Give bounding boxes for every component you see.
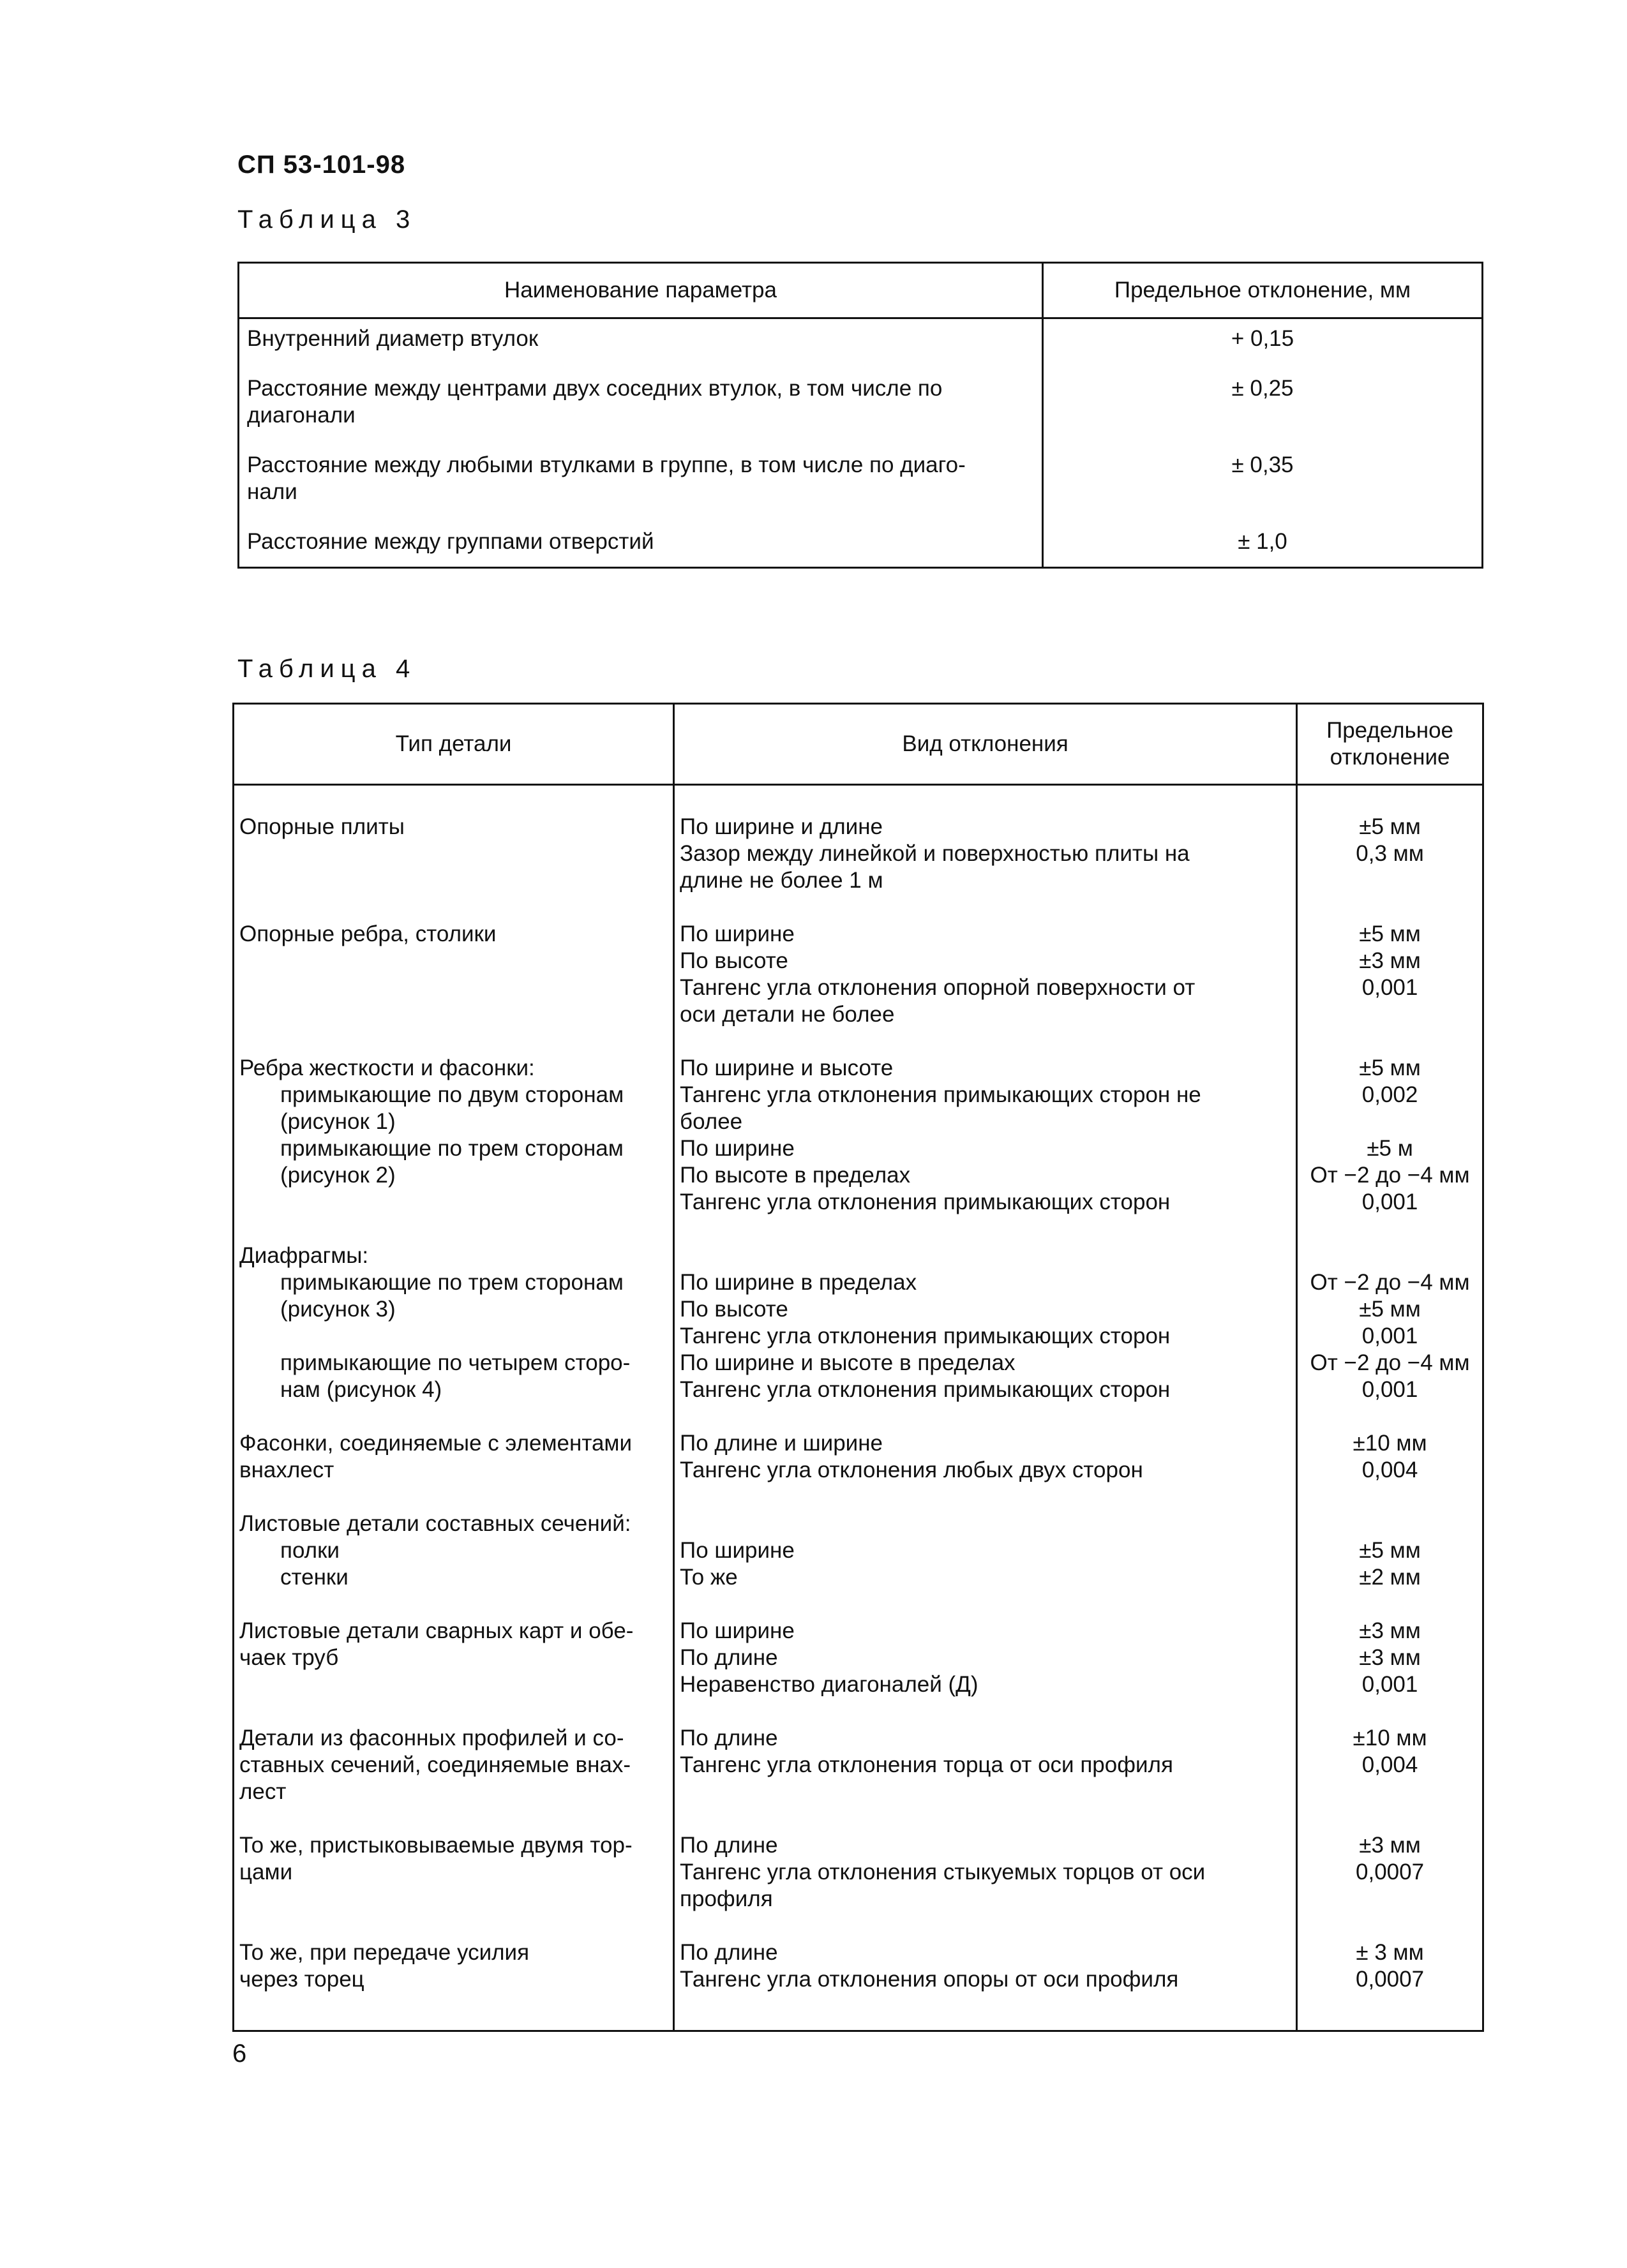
- part-type-line: Опорные плиты: [239, 814, 405, 839]
- part-type-line: примыкающие по двум сторонам: [280, 1082, 624, 1107]
- part-type-line: Ребра жесткости и фасонки:: [239, 1056, 535, 1080]
- part-type-cell: [234, 1242, 674, 1430]
- table-row: [234, 1939, 1483, 2031]
- part-type-line: примыкающие по четырем сторо-: [280, 1350, 631, 1375]
- param-line: Внутренний диаметр втулок: [247, 326, 539, 351]
- limit-value: От −2 до −4 мм: [1310, 1270, 1470, 1295]
- part-type-line: Листовые детали составных сечений:: [239, 1511, 631, 1536]
- limit-value: От −2 до −4 мм: [1310, 1163, 1470, 1188]
- table-row: [239, 318, 1483, 369]
- table-row: [234, 921, 1483, 1055]
- table4-header-limit-text: Предельное отклонение: [1326, 718, 1454, 770]
- deviation-kind-line: Тангенс угла отклонения любых двух сторон: [680, 1458, 1143, 1482]
- limit-cell: [1297, 921, 1483, 1055]
- part-type-cell: [234, 1832, 674, 1939]
- table4-header-row: [234, 704, 1483, 785]
- deviation-kind-line: длине не более 1 м: [680, 868, 883, 893]
- part-type-line: (рисунок 3): [280, 1297, 396, 1322]
- deviation-kind-cell: [674, 1242, 1297, 1430]
- deviation-kind-line: По ширине: [680, 1618, 795, 1643]
- limit-value: ±10 мм: [1353, 1726, 1427, 1750]
- part-type-line: Фасонки, соединяемые с элементами: [239, 1431, 633, 1456]
- table-row: [234, 785, 1483, 921]
- deviation-kind-line: По длине: [680, 1833, 778, 1858]
- deviation-kind-line: Тангенс угла отклонения примыкающих сторон не: [680, 1082, 1201, 1107]
- part-type-cell: [234, 1430, 674, 1511]
- limit-value: 0,002: [1361, 1082, 1418, 1107]
- part-type-line: полки: [280, 1538, 340, 1563]
- deviation-kind-line: Тангенс угла отклонения торца от оси профиля: [680, 1752, 1173, 1777]
- part-type-cell: [234, 1725, 674, 1832]
- deviation-kind-cell: [674, 1618, 1297, 1725]
- deviation-kind-line: [680, 1511, 1293, 1537]
- table3-header-row: [239, 263, 1483, 318]
- table4-header-deviation-kind: Вид отклонения: [674, 704, 1297, 785]
- deviation-kind-line: более: [680, 1109, 743, 1134]
- table4-header-limit: [1297, 704, 1483, 785]
- part-type-cell: [234, 921, 674, 1055]
- limit-value: ±5 мм: [1359, 814, 1421, 839]
- param-line: Расстояние между центрами двух соседних втулок, в том числе по: [247, 376, 943, 401]
- deviation-kind-line: оси детали не более: [680, 1002, 895, 1027]
- deviation-kind-cell: [674, 1939, 1297, 2031]
- limit-value: 0,001: [1361, 1672, 1418, 1697]
- deviation-kind-line: По длине: [680, 1645, 778, 1670]
- part-type-line: примыкающие по трем сторонам: [280, 1136, 624, 1161]
- limit-value: 0,0007: [1356, 1860, 1425, 1884]
- limit-value: ±2 мм: [1359, 1565, 1421, 1590]
- document-code: СП 53-101-98: [237, 151, 406, 179]
- table-row: [234, 1055, 1483, 1242]
- table3-caption: Таблица 3: [237, 205, 417, 234]
- deviation-kind-line: По ширине и длине: [680, 814, 883, 839]
- deviation-kind-cell: [674, 1725, 1297, 1832]
- table-row: [239, 522, 1483, 568]
- table-row: [239, 369, 1483, 445]
- value-cell: ± 1,0: [1042, 522, 1482, 568]
- part-type-line: стенки: [280, 1565, 349, 1590]
- table4-header-part-type: Тип детали: [234, 704, 674, 785]
- limit-cell: [1297, 1430, 1483, 1511]
- limit-cell: [1297, 1939, 1483, 2031]
- param-line: Расстояние между группами отверстий: [247, 529, 654, 554]
- deviation-kind-line: профиля: [680, 1886, 773, 1911]
- part-type-line: нам (рисунок 4): [280, 1377, 442, 1402]
- param-cell: [239, 318, 1043, 369]
- part-type-cell: [234, 785, 674, 921]
- deviation-kind-line: Тангенс угла отклонения стыкуемых торцов от оси: [680, 1860, 1206, 1884]
- param-line: Расстояние между любыми втулками в группе, в том числе по диаго-: [247, 452, 966, 477]
- part-type-line: Детали из фасонных профилей и со-: [239, 1726, 624, 1750]
- deviation-kind-line: Тангенс угла отклонения примыкающих сторон: [680, 1190, 1171, 1214]
- limit-value: ±3 мм: [1359, 948, 1421, 973]
- deviation-kind-cell: [674, 1055, 1297, 1242]
- limit-cell: [1297, 1832, 1483, 1939]
- part-type-line: (рисунок 2): [280, 1163, 396, 1188]
- deviation-kind-line: Тангенс угла отклонения опорной поверхности от: [680, 975, 1196, 1000]
- limit-cell: [1297, 1511, 1483, 1618]
- deviation-kind-line: По высоте в пределах: [680, 1163, 911, 1188]
- limit-value: [1298, 1886, 1482, 1913]
- part-type-line: примыкающие по трем сторонам: [280, 1270, 624, 1295]
- deviation-kind-cell: [674, 1430, 1297, 1511]
- limit-value: 0,3 мм: [1356, 841, 1424, 866]
- deviation-kind-line: По ширине: [680, 1136, 795, 1161]
- value-cell: + 0,15: [1042, 318, 1482, 369]
- limit-value: [1298, 1779, 1482, 1805]
- part-type-line: лест: [239, 1779, 287, 1804]
- limit-value: [1298, 867, 1482, 894]
- part-type-line: чаек труб: [239, 1645, 339, 1670]
- deviation-kind-cell: [674, 785, 1297, 921]
- param-cell: [239, 369, 1043, 445]
- table-row: [234, 1430, 1483, 1511]
- limit-value: 0,004: [1361, 1752, 1418, 1777]
- param-line: нали: [247, 479, 297, 504]
- table-row: [234, 1725, 1483, 1832]
- deviation-kind-line: [680, 1779, 1293, 1805]
- limit-value: ±5 мм: [1359, 921, 1421, 946]
- part-type-line: То же, пристыковываемые двумя тор-: [239, 1833, 633, 1858]
- deviation-kind-line: По ширине и высоте: [680, 1056, 894, 1080]
- deviation-kind-line: По ширине: [680, 1538, 795, 1563]
- limit-value: 0,001: [1361, 1377, 1418, 1402]
- deviation-kind-line: Тангенс угла отклонения примыкающих сторон: [680, 1324, 1171, 1348]
- table3-header-param: Наименование параметра: [239, 263, 1043, 318]
- limit-value: ±3 мм: [1359, 1618, 1421, 1643]
- part-type-line: (рисунок 1): [280, 1109, 396, 1134]
- value-cell: ± 0,25: [1042, 369, 1482, 445]
- limit-value: ±5 мм: [1359, 1538, 1421, 1563]
- part-type-line: через торец: [239, 1967, 364, 1992]
- part-type-cell: [234, 1511, 674, 1618]
- deviation-kind-line: Тангенс угла отклонения опоры от оси профиля: [680, 1967, 1179, 1992]
- deviation-kind-line: По ширине и высоте в пределах: [680, 1350, 1016, 1375]
- deviation-kind-line: По ширине: [680, 921, 795, 946]
- deviation-kind-cell: [674, 1832, 1297, 1939]
- limit-cell: [1297, 1242, 1483, 1430]
- limit-value: [1298, 1001, 1482, 1028]
- deviation-kind-line: По ширине в пределах: [680, 1270, 917, 1295]
- part-type-line: [239, 1323, 670, 1350]
- limit-value: 0,0007: [1356, 1967, 1425, 1992]
- limit-value: [1298, 1242, 1482, 1269]
- limit-cell: [1297, 1055, 1483, 1242]
- param-cell: [239, 445, 1043, 522]
- deviation-kind-line: По длине: [680, 1726, 778, 1750]
- deviation-kind-line: Неравенство диагоналей (Д): [680, 1672, 978, 1697]
- limit-value: ±3 мм: [1359, 1645, 1421, 1670]
- deviation-kind-line: [680, 1242, 1293, 1269]
- limit-value: ±10 мм: [1353, 1431, 1427, 1456]
- deviation-kind-line: То же: [680, 1565, 738, 1590]
- limit-value: 0,004: [1361, 1458, 1418, 1482]
- limit-value: 0,001: [1361, 1324, 1418, 1348]
- table-row: [239, 445, 1483, 522]
- part-type-line: ставных сечений, соединяемые внах-: [239, 1752, 631, 1777]
- table4-caption: Таблица 4: [237, 655, 417, 683]
- table-row: [234, 1618, 1483, 1725]
- value-cell: ± 0,35: [1042, 445, 1482, 522]
- limit-value: 0,001: [1361, 1190, 1418, 1214]
- page-number: 6: [232, 2040, 247, 2068]
- limit-value: [1298, 1511, 1482, 1537]
- limit-cell: [1297, 785, 1483, 921]
- part-type-line: Опорные ребра, столики: [239, 921, 497, 946]
- limit-value: ±5 мм: [1359, 1056, 1421, 1080]
- table4: [232, 703, 1484, 2032]
- table3-header-deviation: Предельное отклонение, мм: [1042, 263, 1482, 318]
- param-cell: [239, 522, 1043, 568]
- limit-value: ± 3 мм: [1356, 1940, 1424, 1965]
- limit-value: ±5 мм: [1359, 1297, 1421, 1322]
- part-type-line: внахлест: [239, 1458, 334, 1482]
- part-type-cell: [234, 1939, 674, 2031]
- deviation-kind-line: По длине и ширине: [680, 1431, 883, 1456]
- part-type-cell: [234, 1055, 674, 1242]
- limit-value: 0,001: [1361, 975, 1418, 1000]
- part-type-cell: [234, 1618, 674, 1725]
- deviation-kind-line: Тангенс угла отклонения примыкающих сторон: [680, 1377, 1171, 1402]
- deviation-kind-line: Зазор между линейкой и поверхностью плиты на: [680, 841, 1190, 866]
- deviation-kind-cell: [674, 1511, 1297, 1618]
- limit-value: От −2 до −4 мм: [1310, 1350, 1470, 1375]
- deviation-kind-cell: [674, 921, 1297, 1055]
- table-row: [234, 1242, 1483, 1430]
- limit-value: ±5 м: [1367, 1136, 1413, 1161]
- deviation-kind-line: По высоте: [680, 948, 788, 973]
- limit-value: ±3 мм: [1359, 1833, 1421, 1858]
- part-type-line: Диафрагмы:: [239, 1243, 369, 1268]
- param-line: диагонали: [247, 403, 356, 428]
- deviation-kind-line: По высоте: [680, 1297, 788, 1322]
- limit-value: [1298, 1108, 1482, 1135]
- deviation-kind-line: По длине: [680, 1940, 778, 1965]
- table-row: [234, 1832, 1483, 1939]
- limit-cell: [1297, 1618, 1483, 1725]
- table3: [237, 262, 1483, 569]
- part-type-line: То же, при передаче усилия: [239, 1940, 530, 1965]
- limit-cell: [1297, 1725, 1483, 1832]
- table-row: [234, 1511, 1483, 1618]
- part-type-line: цами: [239, 1860, 293, 1884]
- part-type-line: Листовые детали сварных карт и обе-: [239, 1618, 634, 1643]
